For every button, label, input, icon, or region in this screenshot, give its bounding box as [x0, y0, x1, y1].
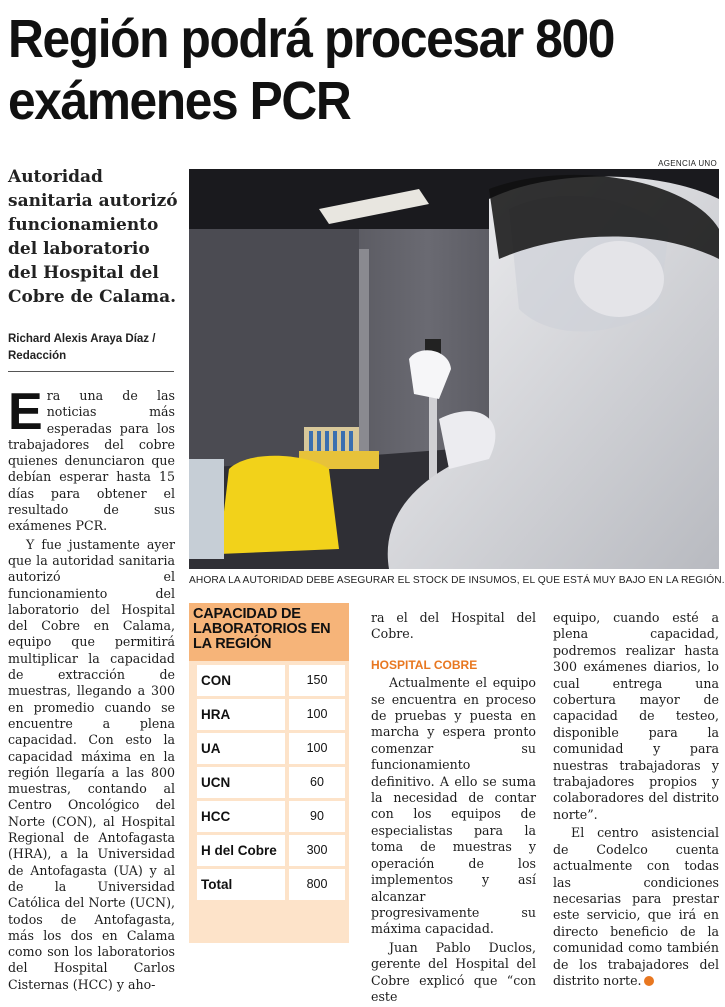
- lab-photo-illustration: [189, 169, 719, 569]
- total-capacity: 800: [289, 869, 345, 900]
- lab-name: HCC: [193, 801, 285, 832]
- table-row: [193, 801, 345, 832]
- capacity-table-rows: [189, 661, 349, 900]
- paragraph: Juan Pablo Duclos, gerente del Hospital del Cobre explicó que “con este: [371, 939, 536, 1004]
- author-name: Richard Alexis Araya Díaz /: [8, 333, 156, 345]
- lab-photo: [189, 169, 719, 569]
- author-role: Redacción: [8, 350, 67, 362]
- photo-caption: AHORA LA AUTORIDAD DEBE ASEGURAR EL STOCK DE INSUMOS, EL QUE ESTÁ MUY BAJO EN LA REGIÓN.: [189, 575, 725, 586]
- lab-name: UA: [193, 733, 285, 764]
- table-row: [193, 835, 345, 866]
- table-row: [193, 767, 345, 798]
- lab-name: UCN: [193, 767, 285, 798]
- lab-capacity: 100: [289, 733, 345, 764]
- table-row: [193, 699, 345, 730]
- lab-name: HRA: [193, 699, 285, 730]
- total-label: Total: [193, 869, 285, 900]
- article-column-4: [553, 610, 719, 991]
- table-row: [193, 665, 345, 696]
- capacity-table: [189, 603, 349, 943]
- lab-name: H del Cobre: [193, 835, 285, 866]
- lab-capacity: 60: [289, 767, 345, 798]
- capacity-table-title: CAPACIDAD DE LABORATORIOS EN LA REGIÓN: [189, 603, 349, 661]
- article-column-3: [371, 610, 536, 1007]
- end-mark-icon: [644, 976, 654, 986]
- table-row: [193, 733, 345, 764]
- photo-credit: AGENCIA UNO: [658, 159, 717, 168]
- paragraph-text: El centro asistencial de Codelco cuenta actualmente con todas las condiciones necesarias para prestar este servicio, que irá en directo beneficio de la comunidad como también de los trabajadores del distrito norte.: [553, 825, 719, 988]
- paragraph: [8, 383, 175, 535]
- article-column-1: [8, 383, 175, 995]
- paragraph: [553, 825, 719, 989]
- byline-divider: [8, 371, 174, 372]
- lab-capacity: 90: [289, 801, 345, 832]
- paragraph: Actualmente el equipo se encuentra en proceso de pruebas y puesta en marcha y espera pronto comenzar su funcionamiento definitivo. A ello se suma la necesidad de contar con los equipos de especialistas para la toma de muestras y operación de los implementos y así alcanzar progresivamente su máxima capacidad.: [371, 675, 536, 937]
- paragraph: Y fue justamente ayer que la autoridad sanitaria autorizó el funcionamiento del laboratorio del Hospital del Cobre en Calama, equipo que permitirá multiplicar la capacidad de extracción de muestras, llegando a 300 en promedio cuando se encuentre a plena capacidad. Con esto la capacidad máxima en la región llegaría a las 800 muestras, contando al Centro Oncológico del Norte (CON), al Hospital Regional de Antofagasta (HRA), a la Universidad de Antofagasta (UA) y al de la Universidad Católica del Norte (UCN), todos de Antofagasta, más los dos en Calama como son los laboratorios del Hospital Carlos Cisternas (HCC) y aho-: [8, 536, 175, 992]
- table-row-total: [193, 869, 345, 900]
- deck: Autoridad sanitaria autorizó funcionamiento del laboratorio del Hospital del Cobre de Calama.: [8, 167, 178, 307]
- lab-capacity: 300: [289, 835, 345, 866]
- paragraph: ra el del Hospital del Cobre.: [371, 610, 536, 642]
- lab-capacity: 150: [289, 665, 345, 696]
- lab-capacity: 100: [289, 699, 345, 730]
- paragraph-text: ra una de las noticias más esperadas para los trabajadores del cobre quienes denunciaron que debían esperar hasta 15 días para obtener el resultado de sus exámenes PCR.: [8, 388, 175, 534]
- lab-name: CON: [193, 665, 285, 696]
- headline: Región podrá procesar 800 exámenes PCR: [8, 9, 615, 131]
- byline: [8, 331, 183, 365]
- paragraph: equipo, cuando esté a plena capacidad, podremos realizar hasta 300 exámenes diarios, lo cual entrega una cobertura mayor de capacidad de testeo, disponible para la comunidad y para nuestras trabajadoras y trabajadores propios y colaboradores del distrito norte”.: [553, 610, 719, 822]
- section-subhead: HOSPITAL COBRE: [371, 657, 478, 672]
- drop-cap: E: [8, 383, 43, 441]
